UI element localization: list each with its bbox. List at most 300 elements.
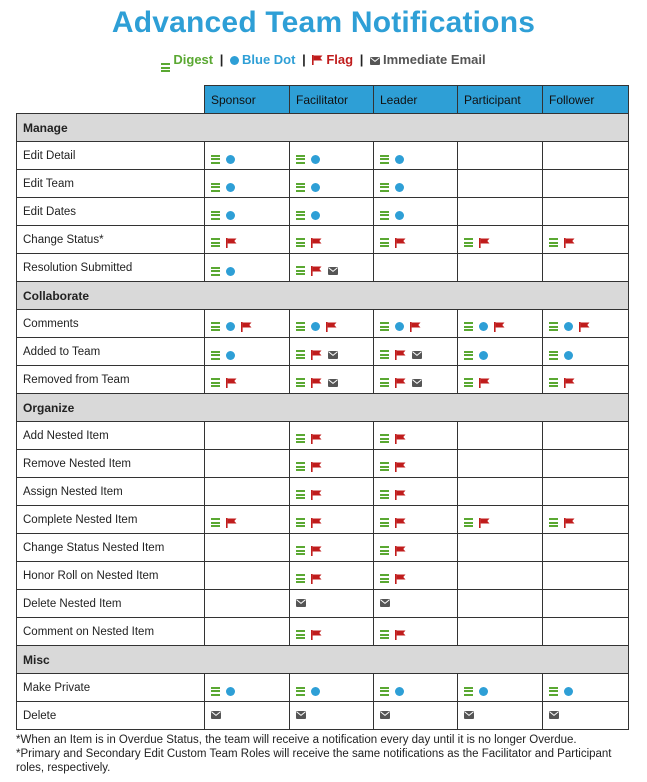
flag-icon (395, 574, 406, 584)
table-row (17, 366, 629, 394)
notification-icons (211, 155, 235, 164)
notification-icons (296, 574, 322, 584)
flag-icon (479, 378, 490, 388)
notification-icons (211, 711, 221, 719)
digest-icon (296, 322, 305, 331)
cell-leader (374, 226, 458, 254)
digest-icon (464, 378, 473, 387)
email-icon (328, 267, 338, 275)
digest-icon (549, 518, 558, 527)
flag-icon (564, 378, 575, 388)
cell-facilitator (290, 310, 374, 338)
flag-icon (311, 518, 322, 528)
notification-icons (296, 183, 320, 192)
row-label: Change Status* (17, 226, 205, 254)
digest-icon (464, 238, 473, 247)
flag-icon (311, 266, 322, 276)
table-row (17, 338, 629, 366)
table-body (17, 114, 629, 730)
notification-icons (380, 630, 406, 640)
digest-icon (380, 687, 389, 696)
blue-dot-icon (226, 267, 235, 276)
notification-icons (380, 155, 404, 164)
legend-email: Immediate Email (370, 52, 486, 67)
digest-icon (211, 211, 220, 220)
cell-sponsor (205, 198, 290, 226)
blue-dot-icon (564, 351, 573, 360)
row-label: Honor Roll on Nested Item (17, 562, 205, 590)
notification-icons (211, 378, 237, 388)
legend-separator: | (219, 52, 224, 67)
row-label: Assign Nested Item (17, 478, 205, 506)
cell-participant (458, 198, 543, 226)
notification-icons (464, 711, 474, 719)
flag-icon (479, 238, 490, 248)
flag-icon (311, 462, 322, 472)
digest-icon (211, 518, 220, 527)
section-title: Manage (17, 114, 629, 142)
table-row (17, 702, 629, 730)
cell-leader (374, 702, 458, 730)
digest-icon (161, 63, 170, 72)
cell-leader (374, 338, 458, 366)
cell-follower (543, 450, 629, 478)
table-row (17, 198, 629, 226)
blue-dot-icon (311, 211, 320, 220)
blue-dot-icon (226, 155, 235, 164)
row-label: Add Nested Item (17, 422, 205, 450)
notification-icons (464, 351, 488, 360)
digest-icon (296, 183, 305, 192)
digest-icon (296, 350, 305, 359)
cell-facilitator (290, 198, 374, 226)
column-header-facilitator: Facilitator (290, 86, 374, 114)
blue-dot-icon (564, 687, 573, 696)
digest-icon (296, 238, 305, 247)
notification-icons (296, 211, 320, 220)
cell-follower (543, 674, 629, 702)
row-label: Removed from Team (17, 366, 205, 394)
notification-icons (211, 351, 235, 360)
footnote: *Primary and Secondary Edit Custom Team Roles will receive the same notifications as the Facilitator and Participant roles, respectively. (16, 748, 612, 774)
digest-icon (296, 687, 305, 696)
flag-icon (395, 238, 406, 248)
row-label: Added to Team (17, 338, 205, 366)
cell-facilitator (290, 478, 374, 506)
notification-icons (380, 378, 422, 388)
blue-dot-icon (311, 155, 320, 164)
blue-dot-icon (564, 322, 573, 331)
cell-sponsor (205, 702, 290, 730)
flag-icon (311, 546, 322, 556)
notification-icons (380, 711, 390, 719)
table-row (17, 254, 629, 282)
cell-facilitator (290, 702, 374, 730)
row-label: Change Status Nested Item (17, 534, 205, 562)
cell-follower (543, 562, 629, 590)
digest-icon (380, 490, 389, 499)
notification-icons (464, 238, 490, 248)
flag-icon (312, 55, 323, 65)
cell-leader (374, 422, 458, 450)
cell-follower (543, 590, 629, 618)
digest-icon (296, 462, 305, 471)
section-title: Organize (17, 394, 629, 422)
notification-icons (549, 238, 575, 248)
notification-icons (296, 490, 322, 500)
cell-leader (374, 590, 458, 618)
email-icon (328, 351, 338, 359)
blue-dot-icon (395, 183, 404, 192)
blue-dot-icon (226, 351, 235, 360)
digest-icon (296, 434, 305, 443)
notification-icons (296, 322, 337, 332)
blue-dot-icon (226, 322, 235, 331)
notification-icons (296, 599, 306, 607)
email-icon (412, 351, 422, 359)
column-header-sponsor: Sponsor (205, 86, 290, 114)
flag-icon (226, 518, 237, 528)
notification-icons (211, 183, 235, 192)
flag-icon (311, 490, 322, 500)
digest-icon (549, 351, 558, 360)
cell-follower (543, 254, 629, 282)
notification-icons (296, 434, 322, 444)
cell-facilitator (290, 254, 374, 282)
flag-icon (395, 378, 406, 388)
digest-icon (380, 183, 389, 192)
blue-dot-icon (479, 351, 488, 360)
digest-icon (380, 238, 389, 247)
column-header-leader: Leader (374, 86, 458, 114)
digest-icon (380, 462, 389, 471)
cell-follower (543, 226, 629, 254)
cell-participant (458, 702, 543, 730)
cell-facilitator (290, 618, 374, 646)
blue-dot-icon (395, 211, 404, 220)
section-row (17, 114, 629, 142)
notification-icons (380, 490, 406, 500)
email-icon (296, 599, 306, 607)
digest-icon (211, 351, 220, 360)
row-label: Edit Detail (17, 142, 205, 170)
row-label: Edit Dates (17, 198, 205, 226)
notification-icons (296, 266, 338, 276)
cell-participant (458, 310, 543, 338)
flag-icon (326, 322, 337, 332)
digest-icon (380, 546, 389, 555)
notification-icons (211, 238, 237, 248)
flag-icon (311, 238, 322, 248)
row-label: Resolution Submitted (17, 254, 205, 282)
email-icon (464, 711, 474, 719)
cell-participant (458, 338, 543, 366)
notification-icons (380, 434, 406, 444)
legend-flag: Flag (312, 52, 353, 67)
blue-dot-icon (311, 687, 320, 696)
legend-blue-dot: Blue Dot (230, 52, 295, 67)
cell-sponsor (205, 170, 290, 198)
cell-sponsor (205, 674, 290, 702)
cell-follower (543, 422, 629, 450)
notification-icons (211, 267, 235, 276)
digest-icon (296, 546, 305, 555)
cell-leader (374, 506, 458, 534)
notification-icons (380, 211, 404, 220)
notification-icons (549, 322, 590, 332)
flag-icon (479, 518, 490, 528)
cell-follower (543, 366, 629, 394)
table-row (17, 506, 629, 534)
notification-icons (296, 238, 322, 248)
notification-icons (549, 687, 573, 696)
cell-participant (458, 422, 543, 450)
cell-participant (458, 142, 543, 170)
notification-icons (380, 238, 406, 248)
flag-icon (311, 378, 322, 388)
cell-participant (458, 254, 543, 282)
table-row (17, 310, 629, 338)
page-title: Advanced Team Notifications (111, 6, 536, 39)
digest-icon (296, 378, 305, 387)
flag-icon (395, 350, 406, 360)
email-icon (549, 711, 559, 719)
notification-icons (464, 518, 490, 528)
digest-icon (211, 155, 220, 164)
cell-participant (458, 618, 543, 646)
digest-icon (296, 155, 305, 164)
digest-icon (296, 630, 305, 639)
flag-icon (311, 350, 322, 360)
cell-follower (543, 534, 629, 562)
cell-leader (374, 198, 458, 226)
cell-facilitator (290, 562, 374, 590)
email-icon (328, 379, 338, 387)
blue-dot-icon (226, 211, 235, 220)
cell-participant (458, 450, 543, 478)
cell-facilitator (290, 674, 374, 702)
row-label: Edit Team (17, 170, 205, 198)
legend-separator: | (302, 52, 306, 67)
notification-icons (211, 211, 235, 220)
cell-participant (458, 590, 543, 618)
blue-dot-icon (395, 687, 404, 696)
notification-icons (296, 711, 306, 719)
cell-sponsor (205, 254, 290, 282)
footnotes (16, 733, 636, 775)
table-row (17, 422, 629, 450)
flag-icon (410, 322, 421, 332)
cell-sponsor (205, 338, 290, 366)
email-icon (412, 379, 422, 387)
cell-follower (543, 170, 629, 198)
cell-participant (458, 562, 543, 590)
section-row (17, 646, 629, 674)
header-blank (17, 86, 205, 114)
digest-icon (380, 630, 389, 639)
notification-icons (549, 711, 559, 719)
cell-participant (458, 226, 543, 254)
blue-dot-icon (395, 322, 404, 331)
notification-icons (380, 687, 404, 696)
table-row (17, 450, 629, 478)
blue-dot-icon (479, 687, 488, 696)
legend-digest: Digest (161, 52, 213, 67)
digest-icon (296, 574, 305, 583)
digest-icon (380, 350, 389, 359)
notification-icons (380, 350, 422, 360)
row-label: Delete (17, 702, 205, 730)
flag-icon (494, 322, 505, 332)
cell-follower (543, 478, 629, 506)
cell-follower (543, 142, 629, 170)
cell-facilitator (290, 450, 374, 478)
legend (0, 48, 647, 72)
flag-icon (579, 322, 590, 332)
cell-leader (374, 170, 458, 198)
table-row (17, 226, 629, 254)
cell-facilitator (290, 338, 374, 366)
cell-participant (458, 170, 543, 198)
cell-sponsor (205, 590, 290, 618)
table-row (17, 590, 629, 618)
cell-sponsor (205, 618, 290, 646)
notification-icons (296, 630, 322, 640)
digest-icon (296, 490, 305, 499)
cell-sponsor (205, 422, 290, 450)
flag-icon (241, 322, 252, 332)
digest-icon (464, 351, 473, 360)
digest-icon (549, 322, 558, 331)
table-row (17, 534, 629, 562)
section-row (17, 282, 629, 310)
digest-icon (211, 267, 220, 276)
digest-icon (464, 687, 473, 696)
notification-icons (296, 378, 338, 388)
notification-icons (464, 687, 488, 696)
cell-leader (374, 534, 458, 562)
cell-leader (374, 478, 458, 506)
digest-icon (380, 211, 389, 220)
flag-icon (395, 518, 406, 528)
legend-separator: | (359, 52, 364, 67)
table-row (17, 170, 629, 198)
digest-icon (380, 518, 389, 527)
flag-icon (226, 378, 237, 388)
digest-icon (549, 378, 558, 387)
cell-sponsor (205, 310, 290, 338)
cell-leader (374, 310, 458, 338)
row-label: Comment on Nested Item (17, 618, 205, 646)
digest-icon (464, 518, 473, 527)
digest-icon (549, 238, 558, 247)
email-icon (370, 57, 380, 65)
digest-icon (211, 687, 220, 696)
cell-facilitator (290, 170, 374, 198)
email-icon (296, 711, 306, 719)
email-icon (211, 711, 221, 719)
cell-sponsor (205, 226, 290, 254)
cell-leader (374, 142, 458, 170)
notification-icons (211, 518, 237, 528)
cell-facilitator (290, 534, 374, 562)
email-icon (380, 711, 390, 719)
cell-leader (374, 674, 458, 702)
blue-dot-icon (311, 183, 320, 192)
notification-icons (296, 462, 322, 472)
notifications-table (16, 85, 629, 730)
cell-follower (543, 702, 629, 730)
cell-leader (374, 562, 458, 590)
blue-dot-icon (226, 687, 235, 696)
digest-icon (211, 378, 220, 387)
row-label: Make Private (17, 674, 205, 702)
notification-icons (296, 546, 322, 556)
digest-icon (380, 378, 389, 387)
flag-icon (311, 434, 322, 444)
cell-sponsor (205, 506, 290, 534)
table-row (17, 142, 629, 170)
notification-icons (211, 322, 252, 332)
digest-icon (380, 434, 389, 443)
cell-leader (374, 366, 458, 394)
digest-icon (380, 574, 389, 583)
cell-facilitator (290, 590, 374, 618)
section-title: Misc (17, 646, 629, 674)
row-label: Delete Nested Item (17, 590, 205, 618)
notification-icons (296, 155, 320, 164)
digest-icon (211, 238, 220, 247)
digest-icon (464, 322, 473, 331)
table-row (17, 674, 629, 702)
cell-leader (374, 450, 458, 478)
flag-icon (564, 238, 575, 248)
blue-dot-icon (479, 322, 488, 331)
notification-icons (296, 350, 338, 360)
digest-icon (296, 211, 305, 220)
row-label: Comments (17, 310, 205, 338)
flag-icon (311, 574, 322, 584)
cell-facilitator (290, 422, 374, 450)
digest-icon (211, 183, 220, 192)
digest-icon (296, 266, 305, 275)
cell-facilitator (290, 506, 374, 534)
flag-icon (395, 630, 406, 640)
cell-sponsor (205, 478, 290, 506)
digest-icon (380, 155, 389, 164)
cell-participant (458, 674, 543, 702)
cell-participant (458, 506, 543, 534)
cell-facilitator (290, 226, 374, 254)
cell-sponsor (205, 366, 290, 394)
notification-icons (380, 574, 406, 584)
notification-icons (296, 687, 320, 696)
section-title: Collaborate (17, 282, 629, 310)
cell-follower (543, 198, 629, 226)
cell-sponsor (205, 534, 290, 562)
row-label: Complete Nested Item (17, 506, 205, 534)
section-row (17, 394, 629, 422)
column-header-participant: Participant (458, 86, 543, 114)
cell-participant (458, 366, 543, 394)
cell-follower (543, 310, 629, 338)
row-label: Remove Nested Item (17, 450, 205, 478)
table-header-row (17, 86, 629, 114)
cell-facilitator (290, 142, 374, 170)
flag-icon (226, 238, 237, 248)
blue-dot-icon (226, 183, 235, 192)
notification-icons (549, 378, 575, 388)
